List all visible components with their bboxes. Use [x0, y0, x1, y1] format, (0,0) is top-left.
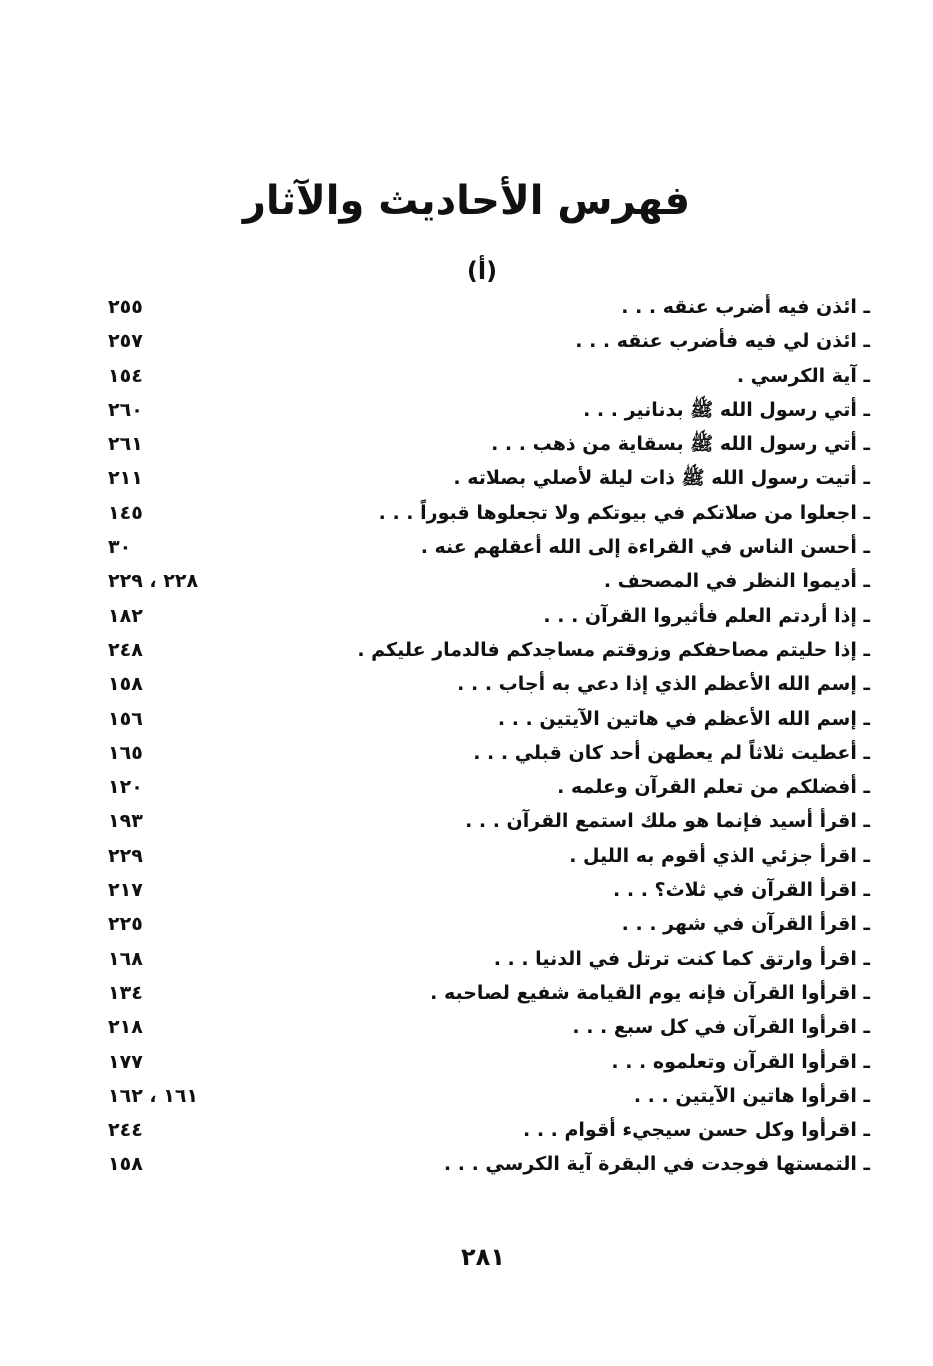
index-entry	[100, 907, 870, 941]
index-entry	[100, 702, 870, 736]
entry-page-refs: ١٦٥	[108, 741, 143, 764]
entry-page-refs: ٢١١	[108, 467, 143, 490]
entry-text: ـ اقرأوا هاتين الآيتين . . .	[633, 1084, 870, 1107]
index-entry	[100, 324, 870, 358]
index-entry	[100, 461, 870, 495]
index-entry	[100, 564, 870, 598]
entry-text: ـ إسم الله الأعظم الذي إذا دعي به أجاب . . .	[457, 673, 870, 696]
entry-page-refs: ٢٦٠	[108, 398, 143, 421]
entry-page-refs: ١٩٣	[108, 810, 143, 833]
entry-text: ـ أديموا النظر في المصحف .	[603, 570, 870, 593]
entry-page-refs: ١٧٧	[108, 1050, 143, 1073]
entry-text: ـ أحسن الناس في القراءة إلى الله أعقلهم عنه .	[420, 536, 870, 559]
entry-page-refs: ٢٥٥	[108, 296, 143, 318]
entry-page-refs: ١٥٤	[108, 364, 143, 387]
entry-page-refs: ٢٢٥	[108, 913, 143, 936]
entry-text: ـ اقرأوا القرآن وتعلموه . . .	[611, 1050, 870, 1073]
entry-text: ـ إذا حليتم مصاحفكم وزوقتم مساجدكم فالدمار عليكم .	[357, 638, 870, 661]
entry-page-refs: ٢٢٨ ، ٢٢٩	[108, 570, 199, 593]
index-entry	[100, 839, 870, 873]
index-entry	[100, 633, 870, 667]
entry-text: ـ التمستها فوجدت في البقرة آية الكرسي . . .	[443, 1153, 870, 1176]
entry-page-refs: ٢٥٧	[108, 330, 143, 353]
entry-page-refs: ٢٢٩	[108, 844, 143, 867]
entry-page-refs: ١٣٤	[108, 981, 143, 1004]
entry-text: ـ اقرأ أسيد فإنما هو ملك استمع القرآن . . .	[465, 810, 870, 833]
index-entry	[100, 873, 870, 907]
index-entry	[100, 1045, 870, 1079]
entry-page-refs: ١٥٨	[108, 673, 143, 696]
entry-text: ـ إذا أردتم العلم فأثيروا القرآن . . .	[543, 604, 870, 627]
entry-text: ـ اقرأوا القرآن في كل سبع . . .	[572, 1016, 870, 1039]
index-entry	[100, 599, 870, 633]
entry-page-refs: ١٦١ ، ١٦٢	[108, 1084, 199, 1107]
index-entry	[100, 976, 870, 1010]
index-entry	[100, 667, 870, 701]
index-entry	[100, 942, 870, 976]
index-entry	[100, 1010, 870, 1044]
entry-page-refs: ١٦٨	[108, 947, 143, 970]
index-entry	[100, 1113, 870, 1147]
entry-page-refs: ١٥٦	[108, 707, 143, 730]
entry-page-refs: ٢١٧	[108, 879, 143, 902]
entry-text: ـ اقرأ جزئي الذي أقوم به الليل .	[569, 844, 870, 867]
entry-text: ـ اقرأ القرآن في شهر . . .	[621, 913, 870, 936]
index-entry	[100, 770, 870, 804]
entry-page-refs: ٢٤٤	[108, 1119, 143, 1142]
page-number: ٢٨١	[461, 1243, 505, 1271]
section-letter: (أ)	[466, 257, 498, 285]
entry-text: ـ أتيت رسول الله ﷺ ذات ليلة لأصلي بصلاته .	[453, 467, 870, 490]
entry-page-refs: ١٤٥	[108, 501, 143, 524]
entry-text: ـ أتي رسول الله ﷺ بسقاية من ذهب . . .	[491, 433, 870, 456]
entry-text: ـ أعطيت ثلاثاً لم يعطهن أحد كان قبلي . . .	[473, 741, 870, 764]
entry-page-refs: ١٥٨	[108, 1153, 143, 1176]
index-entry	[100, 427, 870, 461]
index-entry	[100, 1079, 870, 1113]
index-entry	[100, 359, 870, 393]
entry-text: ـ اقرأوا وكل حسن سيجيء أقوام . . .	[523, 1119, 870, 1142]
entry-text: ـ إسم الله الأعظم في هاتين الآيتين . . .	[497, 707, 870, 730]
index-entry	[100, 530, 870, 564]
entry-text: ـ اقرأ القرآن في ثلاث؟ . . .	[613, 879, 870, 902]
entry-text: ـ اجعلوا من صلاتكم في بيوتكم ولا تجعلوها قبوراً . . .	[378, 501, 870, 524]
index-entry	[100, 1147, 870, 1181]
entry-text: ـ آية الكرسي .	[736, 364, 870, 387]
entry-text: ـ أتي رسول الله ﷺ بدنانير . . .	[583, 398, 870, 421]
entry-page-refs: ٢٤٨	[108, 638, 143, 661]
entry-page-refs: ١٨٢	[108, 604, 143, 627]
index-entries-list	[100, 290, 870, 1182]
index-entry	[100, 736, 870, 770]
entry-page-refs: ٣٠	[108, 536, 132, 559]
entry-text: ـ ائذن لي فيه فأضرب عنقه . . .	[575, 330, 870, 353]
page-title: فهرس الأحاديث والآثار	[242, 178, 691, 224]
index-entry	[100, 393, 870, 427]
entry-page-refs: ٢١٨	[108, 1016, 143, 1039]
index-entry	[100, 804, 870, 838]
entry-page-refs: ٢٦١	[108, 433, 143, 456]
index-entry	[100, 290, 870, 324]
entry-text: ـ ائذن فيه أضرب عنقه . . .	[621, 296, 870, 318]
index-entry	[100, 496, 870, 530]
entry-page-refs: ١٢٠	[108, 776, 143, 799]
entry-text: ـ اقرأ وارتق كما كنت ترتل في الدنيا . . .	[493, 947, 870, 970]
entry-text: ـ اقرأوا القرآن فإنه يوم القيامة شفيع لصاحبه .	[430, 981, 870, 1004]
entry-text: ـ أفضلكم من تعلم القرآن وعلمه .	[557, 776, 870, 799]
